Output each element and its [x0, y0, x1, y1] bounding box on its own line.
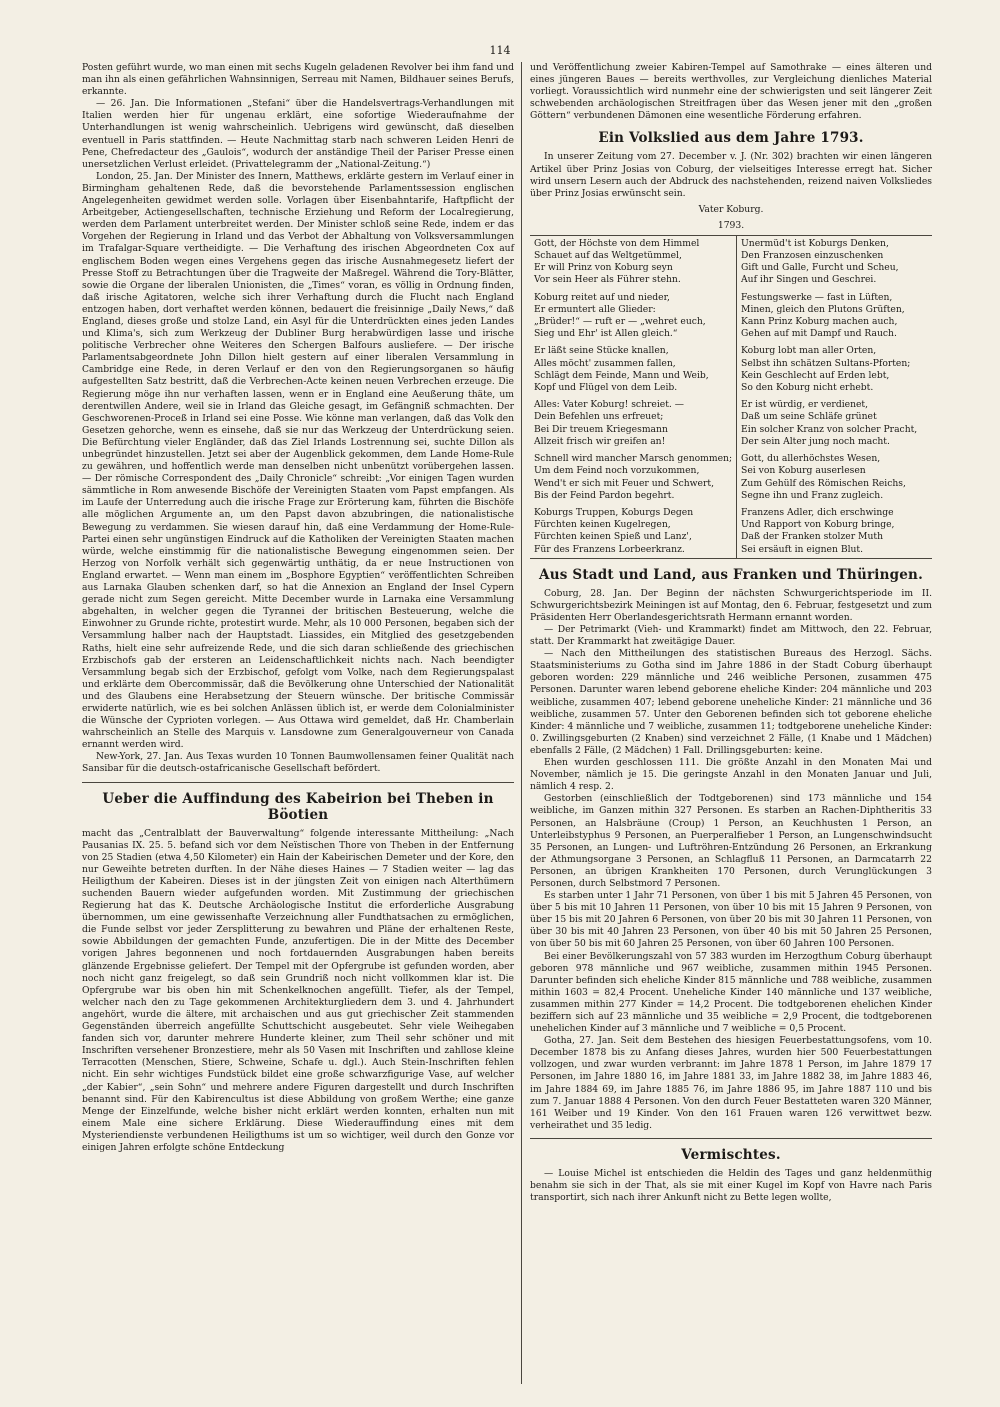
section-heading-kabeirion: Ueber die Auffindung des Kabeirion bei Theben in Böotien — [102, 790, 494, 823]
poem-line: Ein solcher Kranz von solcher Pracht, — [741, 423, 918, 435]
poem-line: Um dem Feind noch vorzukommen, — [534, 465, 700, 477]
poem-line: Daß der Franken stolzer Muth — [741, 531, 883, 543]
poem-line: Auf ihr Singen und Geschrei. — [741, 274, 877, 286]
poem-line: Dein Befehlen uns erfreuet; — [534, 411, 664, 423]
poem-line: Für des Franzens Lorbeerkranz. — [534, 543, 685, 555]
poem-line: Der sein Alter jung noch macht. — [741, 435, 890, 447]
poem-line: Gott, du allerhöchstes Wesen, — [741, 453, 881, 465]
poem-line: Alles möcht' zusammen fallen, — [534, 357, 676, 369]
poem-line: Gift und Galle, Furcht und Scheu, — [741, 262, 899, 274]
poem-line: Bis der Feind Pardon begehrt. — [534, 489, 675, 501]
poem — [530, 235, 932, 559]
poem-line: Schnell wird mancher Marsch genommen; — [534, 453, 733, 465]
poem-line: Unermüd't ist Koburgs Denken, — [741, 237, 889, 249]
poem-line: So den Koburg nicht erhebt. — [741, 382, 874, 394]
poem-line: „Brüder!“ — ruft er — „wehret euch, — [534, 316, 706, 328]
poem-line: Schlägt dem Feinde, Mann und Weib, — [534, 369, 709, 381]
poem-title: Vater Koburg. — [698, 203, 764, 215]
poem-line: Daß um seine Schläfe grünet — [741, 411, 877, 423]
poem-stanza — [534, 238, 732, 287]
poem-line: Gott, der Höchste von dem Himmel — [534, 237, 700, 249]
poem-stanza — [534, 507, 732, 556]
poem-line: Festungswerke — fast in Lüften, — [741, 291, 893, 303]
article-text: Bei einer Bevölkerungszahl von 57 383 wurden im Herzogthum Coburg überhaupt geboren 978 männliche und 967 weibliche, zusammen mithin 1945 Personen. Darunter befinden sich eheliche Kinder 815 männliche und 788 weibliche, zusammen mithin 1603 = 82,4 Procent. Uneheliche Kinder 140 männliche und 137 weibliche, zusammen mithin 277 Kinder = 14,2 Procent. Die todtgeborenen ehelichen Kinder beziffern sich auf 23 männliche und 35 weibliche = 2,9 Procent, die todtgeborenen unehelichen Kinder auf 3 männliche und 7 weibliche = 0,5 Procent. — [530, 950, 932, 1035]
poem-line: Allzeit frisch wir greifen an! — [534, 435, 666, 447]
poem-stanza — [741, 507, 928, 556]
poem-stanza — [534, 292, 732, 341]
poem-year: 1793. — [717, 219, 745, 231]
section-heading-stadt-land: Aus Stadt und Land, aus Franken und Thüringen. — [539, 566, 923, 583]
poem-line: Sei ersäuft in eignen Blut. — [741, 543, 864, 555]
poem-stanza — [741, 238, 928, 287]
article-text: Posten geführt wurde, wo man einen mit sechs Kugeln geladenen Revolver bei ihm fand und man ihn als einen gefährlichen Wahnsinnigen, Serreau mit Namen, Bildhauer seines Berufs, erkannte. — [82, 62, 514, 98]
poem-line: Kann Prinz Koburg machen auch, — [741, 316, 898, 328]
article-text: und Veröffentlichung zweier Kabiren-Tempel auf Samothrake — eines älteren und eines jüngeren Baues — bereits werthvolles, zur Vergleichung dienliches Material vorliegt. Voraussichtlich wird nunmehr eine der schwierigsten und seit längerer Zeit schwebenden archäologischen Streitfragen über das Wesen jener mit den „großen Göttern“ verbundenen Dämonen eine wesentliche Förderung erfahren. — [530, 62, 932, 122]
poem-line: Selbst ihn schätzen Sultans-Pforten; — [741, 357, 911, 369]
article-text: Gestorben (einschließlich der Todtgeborenen) sind 173 männliche und 154 weibliche, im Ganzen mithin 327 Personen. Es starben an Rachen-Diphtheritis 33 Personen, an Halsbräune (Croup) 1 Person, an Keuchhusten 1 Person, an Unterleibstyphus 9 Personen, an Puerperalfieber 1 Person, an Lungenschwindsucht 35 Personen, an Lungen- und Luftröhren-Entzündung 26 Personen, an Erkrankung der Athmungsorgane 3 Personen, an Schlagfluß 11 Personen, an Darmcatarrh 22 Personen, an übrigen Krankheiten 170 Personen, durch Verunglückungen 3 Personen, durch Selbstmord 7 Personen. — [530, 793, 932, 889]
poem-stanza — [534, 345, 732, 394]
poem-line: Kopf und Flügel von dem Leib. — [534, 382, 678, 394]
poem-stanza — [741, 345, 928, 394]
poem-line: Segne ihn und Franz zugleich. — [741, 489, 884, 501]
poem-line: Fürchten keinen Kugelregen, — [534, 519, 671, 531]
right-column — [530, 62, 932, 1204]
poem-line: Zum Gehülf des Römischen Reichs, — [741, 477, 906, 489]
poem-line: Sei von Koburg auserlesen — [741, 465, 866, 477]
poem-line: Er ermuntert alle Glieder: — [534, 303, 656, 315]
poem-line: Minen, gleich den Plutons Grüften, — [741, 303, 905, 315]
section-divider — [530, 1138, 932, 1139]
article-text: — Nach den Mittheilungen des statistischen Bureaus des Herzogl. Sächs. Staatsministeriums zu Gotha sind im Jahre 1886 in der Stadt Coburg überhaupt geboren worden: 229 männliche und 246 weibliche Personen, zusammen 475 Personen. Darunter waren lebend geborene eheliche Kinder: 204 männliche und 203 weibliche, zusammen 407; lebend geborene uneheliche Kinder: 21 männliche und 36 weibliche, zusammen 57. Unter den Geborenen befinden sich tot geborene eheliche Kinder: 4 männliche und 7 weibliche, zusammen 11; todtgeborene uneheliche Kinder: 0. Zwillingsgeburten (2 Knaben) sind verzeichnet 2 Fälle, (1 Knabe und 1 Mädchen) ebenfalls 2 Fälle, (2 Mädchen) 1 Fall. Drillingsgeburten: keine. — [530, 648, 932, 756]
article-text: In unserer Zeitung vom 27. December v. J. (Nr. 302) brachten wir einen längeren Artikel über Prinz Josias von Coburg, der vielseitiges Interesse erregt hat. Sicher wird unsern Lesern auch der Abdruck des nachstehenden, reizend naiven Volksliedes über Prinz Josias erwünscht sein. — [530, 151, 932, 199]
poem-line: Alles: Vater Koburg! schreiet. — — [534, 399, 684, 411]
poem-line: Gehen auf mit Dampf und Rauch. — [741, 328, 897, 340]
article-text: New-York, 27. Jan. Aus Texas wurden 10 Tonnen Baumwollensamen feiner Qualität nach Sansibar für die deutsch-ostafricanische Gesellschaft befördert. — [82, 751, 514, 775]
poem-line: Den Franzosen einzuschenken — [741, 250, 884, 262]
article-text: — 26. Jan. Die Informationen „Stefani“ über die Handelsvertrags-Verhandlungen mit Italien werden hier für ungenau erklärt, eine sofortige Wiederaufnahme der Unterhandlungen ist wenig wahrscheinlich. Uebrigens wird gewünscht, daß dieselben eventuell in Paris stattfinden. — Heute Nachmittag starb nach schweren Leiden Henri de Pene, Chefredacteur des „Gaulois“, wodurch der anständige Theil der Pariser Presse einen unersetzlichen Verlust erleidet. (Privattelegramm der „National-Zeitung.“) — [82, 98, 514, 170]
article-text: Ehen wurden geschlossen 111. Die größte Anzahl in den Monaten Mai und November, nämlich je 15. Die geringste Anzahl in den Monaten Januar und Juli, nämlich 4 resp. 2. — [530, 757, 932, 793]
poem-line: Vor sein Heer als Führer stehn. — [534, 274, 681, 286]
article-text: Gotha, 27. Jan. Seit dem Bestehen des hiesigen Feuerbestattungsofens, vom 10. December 1878 bis zu Anfang dieses Jahres, wurden hier 500 Feuerbestattungen vollzogen, und zwar wurden verbrannt: im Jahre 1878 1 Person, im Jahre 1879 17 Personen, im Jahre 1880 16, im Jahre 1881 33, im Jahre 1882 38, im Jahre 1883 46, im Jahre 1884 69, im Jahre 1885 76, im Jahre 1886 95, im Jahre 1887 110 und bis zum 7. Januar 1888 4 Personen. Von den durch Feuer Bestatteten waren 320 Männer, 161 Weiber und 19 Kinder. Von den 161 Frauen waren 126 verwittwet bezw. verheirathet und 35 ledig. — [530, 1035, 932, 1131]
poem-line: Er will Prinz von Koburg seyn — [534, 262, 673, 274]
poem-stanza — [741, 399, 928, 448]
poem-line: Koburgs Truppen, Koburgs Degen — [534, 506, 694, 518]
poem-stanza — [741, 292, 928, 341]
poem-line: Koburg reitet auf und nieder, — [534, 291, 670, 303]
poem-line: Koburg lobt man aller Orten, — [741, 345, 877, 357]
poem-line: Fürchten keinen Spieß und Lanz', — [534, 531, 692, 543]
column-divider — [521, 62, 522, 1384]
section-heading-vermischtes: Vermischtes. — [681, 1146, 781, 1163]
poem-line: Er läßt seine Stücke knallen, — [534, 345, 669, 357]
page-number: 114 — [489, 44, 511, 57]
poem-stanza — [534, 399, 732, 448]
article-text: London, 25. Jan. Der Minister des Innern, Matthews, erklärte gestern im Verlauf einer in Birmingham gehaltenen Rede, daß die bevorstehende Parlamentssession englischen Angelegenheiten gewidmet werden solle. Vorlagen über Eisenbahntarife, Haftpflicht der Arbeitgeber, Actiengesellschaften, technische Erziehung und Reform der Localregierung, werden dem Parlament unterbreitet werden. Der Minister schloß seine Rede, indem er das Vorgehen der Regierung in Irland und das Verbot der Abhaltung von Volksversammlungen im Trafalgar-Square vertheidigte. — Die Verhaftung des irischen Abgeordneten Cox auf englischem Boden wegen eines Vergehens gegen das irische Ausnahmegesetz liefert der Presse Stoff zu Betrachtungen über die Tragweite der Maßregel. Während die Tory-Blätter, sowie die Organe der liberalen Unionisten, die „Times“ voran, es völlig in Ordnung finden, daß irische Agitatoren, welche sich ihrer Verhaftung durch die Flucht nach England entzogen haben, dort verhaftet werden können, bedauert die freisinnige „Daily News,“ daß England, dieses große und stolze Land, ein Asyl für die Unterdrückten eines jeden Landes und Klima's, sich zum Werkzeug der Dubliner Burg herabwürdigen lasse und irische politische Verbrecher ohne Weiteres den Schergen Balfours ausliefere. — Der irische Parlamentsabgeordnete John Dillon hielt gestern auf einer liberalen Versammlung in Cambridge eine Rede, in deren Verlauf er den von den Regierungsorganen so häufig aufgestellten Satz bestritt, daß die Verbrechen-Acte keinen neuen Verbrechen erzeuge. Die Regierung möge ihn nur verhaften lassen, wenn er in England eine Aeußerung thäte, um derentwillen Andere, weil sie in Irland das Gleiche gesagt, im Gefängniß schmachten. Der Geschworenen-Proceß in Irland sei eine Posse. Wie könne man verlangen, daß das Volk den Gesetzen gehorche, wenn es einsehe, daß sie nur das Werkzeug der Unterdrückung seien. Die Befürchtung vieler Engländer, daß das Ziel Irlands Lostrennung sei, suchte Dillon als unbegründet hinzustellen. Jetzt sei aber der Augenblick gekommen, dem Lande Home-Rule zu gewähren, und hoffentlich werde man denselben nicht unbenützt vorübergehen lassen. — Der römische Correspondent des „Daily Chronicle“ schreibt: „Vor einigen Tagen wurden sämmtliche in Rom anwesende Bischöfe der Vereinigten Staaten vom Papst empfangen. Als im Laufe der Unterredung auch die irische Frage zur Erörterung kam, führten die Bischöfe alle möglichen Argumente an, um den Papst davon abzubringen, die nationalistische Bewegung zu verdammen. Sie wiesen darauf hin, daß eine Verdammung der Home-Rule-Partei einen sehr ungünstigen Eindruck auf die Katholiken der Vereinigten Staaten machen würde, welche einstimmig für die nationalistische Bewegung eingenommen seien. Der Herzog von Norfolk verhält sich gegenwärtig unthätig, da er neue Instructionen von England erwartet. — Wenn man einem im „Bosphore Egyptien“ veröffentlichten Schreiben aus Larnaka Glauben schenken darf, so hat die Annexion an England der Insel Cypern gerade nicht zum Segen gereicht. Mitte December wurde in Larnaka eine Versammlung abgehalten, in welcher gegen die Tyrannei der britischen Besteuerung, welche die Einwohner zu Grunde richte, protestirt wurde. Mehr, als 10 000 Personen, begaben sich der Versammlung halber nach der Hauptstadt. Liassides, ein Mitglied des gesetzgebenden Raths, hielt eine sehr aufreizende Rede, und die sich daran schließende des griechischen Erzbischofs gab der ersteren an Leidenschaftlichkeit nichts nach. Nach beendigter Versammlung begab sich der Erzbischof, gefolgt vom Volke, nach dem Regierungspalast und erklärte dem Obercommissär, daß die Bevölkerung ohne Unterschied der Nationalität und des Glaubens eine Herabsetzung der Steuern wünsche. Der britische Commissär erwiderte natürlich, wie es bei solchen Anlässen üblich ist, er werde dem Colonialminister die Wünsche der Cyprioten vorlegen. — Aus Ottawa wird gemeldet, daß Hr. Chamberlain wahrscheinlich an Stelle des Marquis v. Lansdowne zum Generalgouverneur von Canada ernannt werden wird. — [82, 170, 514, 751]
poem-line: Franzens Adler, dich erschwinge — [741, 506, 894, 518]
left-column — [82, 62, 514, 1154]
poem-stanza — [741, 453, 928, 502]
poem-line: Sieg und Ehr' ist Allen gleich.“ — [534, 328, 678, 340]
poem-line: Schauet auf das Weltgetümmel, — [534, 250, 682, 262]
article-text: — Der Petrimarkt (Vieh- und Krammarkt) findet am Mittwoch, den 22. Februar, statt. Der Krammarkt hat zweitägige Dauer. — [530, 624, 932, 648]
section-heading-volkslied: Ein Volkslied aus dem Jahre 1793. — [598, 130, 864, 147]
article-text: Es starben unter 1 Jahr 71 Personen, von über 1 bis mit 5 Jahren 45 Personen, von über 5 bis mit 10 Jahren 11 Personen, von über 10 bis mit 15 Jahren 9 Personen, von über 15 bis mit 20 Jahren 6 Personen, von über 20 bis mit 30 Jahren 11 Personen, von über 30 bis mit 40 Jahren 23 Personen, von über 40 bis mit 50 Jahren 25 Personen, von über 50 bis mit 60 Jahren 25 Personen, von über 60 Jahren 100 Personen. — [530, 890, 932, 950]
poem-line: Kein Geschlecht auf Erden lebt, — [741, 369, 890, 381]
article-text: — Louise Michel ist entschieden die Heldin des Tages und ganz heldenmüthig benahm sie sich in der That, als sie mit einer Kugel im Kopf von Havre nach Paris transportirt, sich nach ihrer Ankunft nicht zu Bette legen wollte, — [530, 1167, 932, 1204]
poem-line: Wend't er sich mit Feuer und Schwert, — [534, 477, 714, 489]
poem-line: Und Rapport von Koburg bringe, — [741, 519, 895, 531]
poem-stanza — [534, 453, 732, 502]
poem-line: Bei Dir treuem Kriegesmann — [534, 423, 668, 435]
article-text: macht das „Centralblatt der Bauverwaltung“ folgende interessante Mittheilung: „Nach Pausanias IX. 25. 5. befand sich vor dem Neïstischen Thore von Theben in der Entfernung von 25 Stadien (etwa 4,50 Kilometer) ein Hain der Kabeirischen Demeter und der Kore, den nur Geweihte betreten durften. In der Nähe dieses Haines — 7 Stadien weiter — lag das Heiligthum der Kabeiren. Dieses ist in der jüngsten Zeit von einigen nach Alterthümern suchenden Bauern wieder aufgefunden worden. Mit Zustimmung der griechischen Regierung hat das K. Deutsche Archäologische Institut die erforderliche Ausgrabung übernommen, um eine gewissenhafte Verzeichnung aller Fundthatsachen zu ermöglichen, die Funde selbst vor jeder Zersplitterung zu bewahren und Pläne der erhaltenen Reste, sowie Abbildungen der gemachten Funde, anzufertigen. Die in der Mitte des December vorigen Jahres begonnenen und noch fortdauernden Ausgrabungen haben bereits glänzende Ergebnisse geliefert. Der Tempel mit der Opfergrube ist gefunden worden, aber noch nicht ganz freigelegt, so daß sein Grundriß noch nicht vollkommen klar ist. Die Opfergrube war bis oben hin mit Schenkelknochen angefüllt. Tiefer, als der Tempel, welcher nach den zu Tage gekommenen Architekturgliedern dem 3. und 4. Jahrhundert angehört, wurde die ältere, mit archaischen und aus gut griechischer Zeit stammenden Gegenständen überreich angefüllte Schuttschicht ausgebeutet. Sehr viele Weihegaben fanden sich vor, darunter mehrere Hunderte kleiner, zum Theil sehr schöner und mit Inschriften versehener Bronzestiere, mehr als 50 Vasen mit Inschriften und zahllose kleine Terracotten (Menschen, Stiere, Schweine, Schafe u. dgl.). Auch Stein-Inschriften fehlen nicht. Ein sehr wichtiges Fundstück bildet eine große schwarzfigurige Vase, auf welcher „der Kabier“, „sein Sohn“ und mehrere andere Figuren dargestellt und durch Inschriften benannt sind. Für den Kabirencultus ist diese Abbildung von großem Werthe; eine ganze Menge der Einzelfunde, welche bisher nicht erklärt werden konnten, erhalten nun mit einem Male eine sichere Erklärung. Diese Wiederauffindung eines mit dem Mysteriendienste verbundenen Heiligthums ist um so wichtiger, weil durch den Gonze vor einigen Jahren erfolgte schöne Entdeckung — [82, 827, 514, 1153]
poem-left-column — [530, 236, 736, 558]
article-text: Coburg, 28. Jan. Der Beginn der nächsten Schwurgerichtsperiode im II. Schwurgerichtsbezirk Meiningen ist auf Montag, den 6. Februar, festgesetzt und zum Präsidenten Herr Oberlandesgerichtsrath Hermann ernannt worden. — [530, 587, 932, 623]
section-divider — [82, 782, 514, 783]
poem-right-column — [736, 236, 932, 558]
poem-line: Er ist würdig, er verdienet, — [741, 399, 869, 411]
